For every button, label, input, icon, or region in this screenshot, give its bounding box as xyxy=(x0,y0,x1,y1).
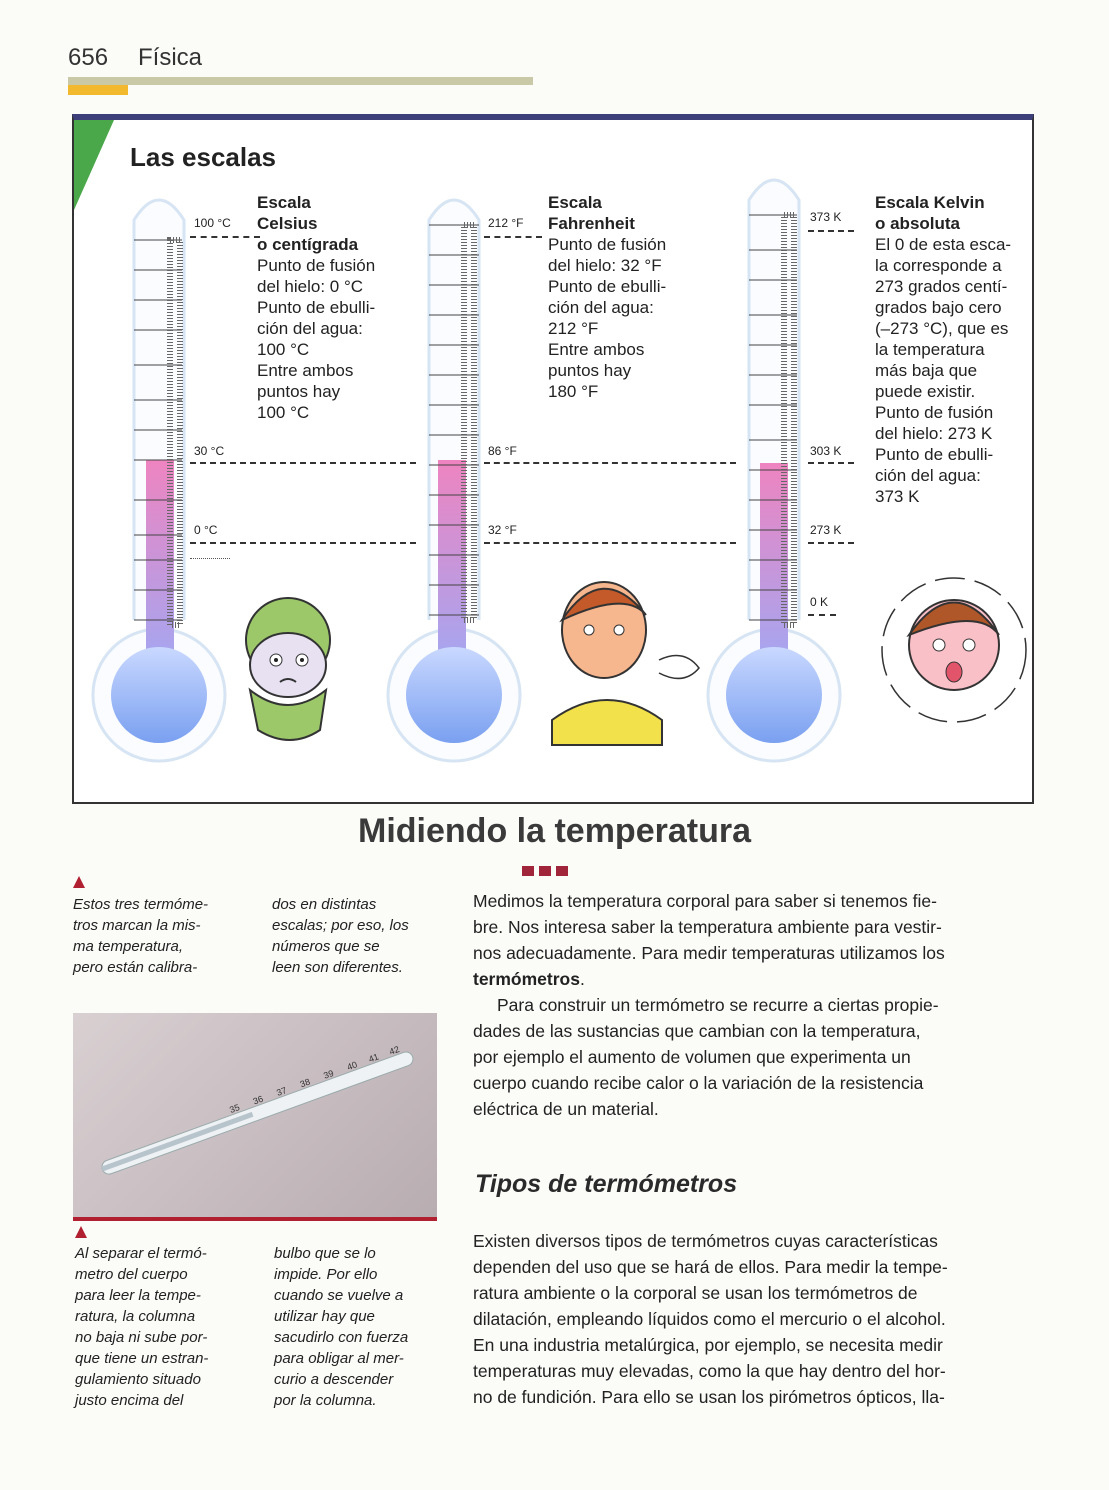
fahrenheit-thermometer xyxy=(388,200,520,761)
infobox-title: Las escalas xyxy=(130,142,277,172)
clinical-thermometer-image xyxy=(73,1013,437,1217)
scale-num-35: 35 xyxy=(228,1102,242,1116)
kelvin-line-303 xyxy=(808,462,854,464)
kelvin-line-273 xyxy=(808,542,854,544)
fahrenheit-mark-32: 32 °F xyxy=(488,523,517,537)
scale-num-36: 36 xyxy=(251,1093,265,1107)
kelvin-description: Escala Kelvin o absoluta El 0 de esta esca- la corresponde a 273 grados centí- grados bajo cero (–273 °C), que es la temperatura más baja que puede existir. Punto de fusión del hielo: 273 K Punto de ebulli- ción del agua: 373 K xyxy=(875,193,1012,506)
bold-term: termómetros xyxy=(473,969,580,989)
freezing-person-illustration xyxy=(882,578,1026,722)
caption-2-col-2: bulbo que se lo impide. Por ello cuando se vuelve a utilizar hay que sacudirlo con fuerza para obligar al mer- curio a descender por la columna. xyxy=(274,1245,409,1409)
kelvin-mark-303: 303 K xyxy=(810,444,842,458)
fahrenheit-line-32 xyxy=(484,542,736,544)
hot-person-illustration xyxy=(552,582,699,745)
fahrenheit-description: Escala Fahrenheit Punto de fusión del hielo: 32 °F Punto de ebulli- ción del agua: 212 °F Entre ambos puntos hay 180 °F xyxy=(548,193,667,401)
paragraph-3: Existen diversos tipos de termómetros cuyas características dependen del uso que se hará de ellos. Para medir la tempe- ratura ambiente o la corporal se usan los termómetros de dilatación, empleando líquidos como el mercurio o el alcohol. En una industria metalúrgica, por ejemplo, se necesita medir temperaturas muy elevadas, como la que hay dentro del hor- no de fundición. Para ello se usan los pirómetros ópticos, lla- xyxy=(473,1231,948,1407)
thermometer-photo xyxy=(73,1013,437,1221)
kelvin-mark-373: 373 K xyxy=(810,210,842,224)
fahrenheit-line-212 xyxy=(484,236,542,238)
fahrenheit-line-86 xyxy=(484,462,736,464)
caption-marker-icon xyxy=(73,876,85,888)
scale-num-41: 41 xyxy=(367,1051,381,1065)
kelvin-line-373 xyxy=(808,230,854,232)
celsius-line-100 xyxy=(190,236,260,238)
main-title: Midiendo la temperatura xyxy=(358,812,751,850)
section-title: Física xyxy=(138,44,203,71)
header-rule xyxy=(68,77,533,85)
celsius-mark-100: 100 °C xyxy=(194,216,231,230)
scale-num-42: 42 xyxy=(387,1044,401,1057)
caption-marker-icon-2 xyxy=(75,1226,87,1238)
cold-person-illustration xyxy=(246,598,330,740)
subsection-title: Tipos de termómetros xyxy=(475,1170,738,1198)
paragraph-1: Medimos la temperatura corporal para saber si tenemos fie- bre. Nos interesa saber la temperatura ambiente para vestir- nos adecuadamente. Para medir temperaturas utilizamos los termómetros. xyxy=(473,891,945,989)
page-number: 656 xyxy=(68,44,109,71)
kelvin-line-0 xyxy=(808,614,836,616)
kelvin-mark-0: 0 K xyxy=(810,595,829,609)
celsius-mark-0: 0 °C xyxy=(194,523,218,537)
celsius-mark-30: 30 °C xyxy=(194,444,225,458)
celsius-line-30 xyxy=(190,462,416,464)
celsius-thermometer xyxy=(93,200,225,761)
caption-1-col-2: dos en distintas escalas; por eso, los números que se leen son diferentes. xyxy=(272,896,409,976)
caption-1-col-1: Estos tres termóme- tros marcan la mis- ma temperatura, pero están calibra- xyxy=(73,896,209,976)
kelvin-thermometer xyxy=(708,180,840,761)
fahrenheit-mark-212: 212 °F xyxy=(488,216,524,230)
scales-infobox xyxy=(72,114,1034,804)
scale-num-38: 38 xyxy=(298,1076,312,1090)
paragraph-2: Para construir un termómetro se recurre a ciertas propie- dades de las sustancias que cambian con la temperatura, por ejemplo el aumento de volumen que experimenta un cuerpo cuando recibe calor o la variación de la resistencia eléctrica de un material. xyxy=(473,995,939,1119)
scale-num-37: 37 xyxy=(275,1085,288,1098)
celsius-description: Escala Celsius o centígrada Punto de fusión del hielo: 0 °C Punto de ebulli- ción del agua: 100 °C Entre ambos puntos hay 100 °C xyxy=(257,193,376,422)
caption-2-col-1: Al separar el termó- metro del cuerpo para leer la tempe- ratura, la columna no baja ni sube por- que tiene un estran- gulamiento situado justo encima del xyxy=(75,1245,209,1409)
fahrenheit-mark-86: 86 °F xyxy=(488,444,517,458)
scale-num-40: 40 xyxy=(345,1059,359,1073)
scale-num-39: 39 xyxy=(322,1067,335,1081)
title-ornament xyxy=(522,863,573,881)
celsius-line-0 xyxy=(190,542,416,544)
kelvin-mark-273: 273 K xyxy=(810,523,842,537)
header-accent xyxy=(68,85,128,95)
